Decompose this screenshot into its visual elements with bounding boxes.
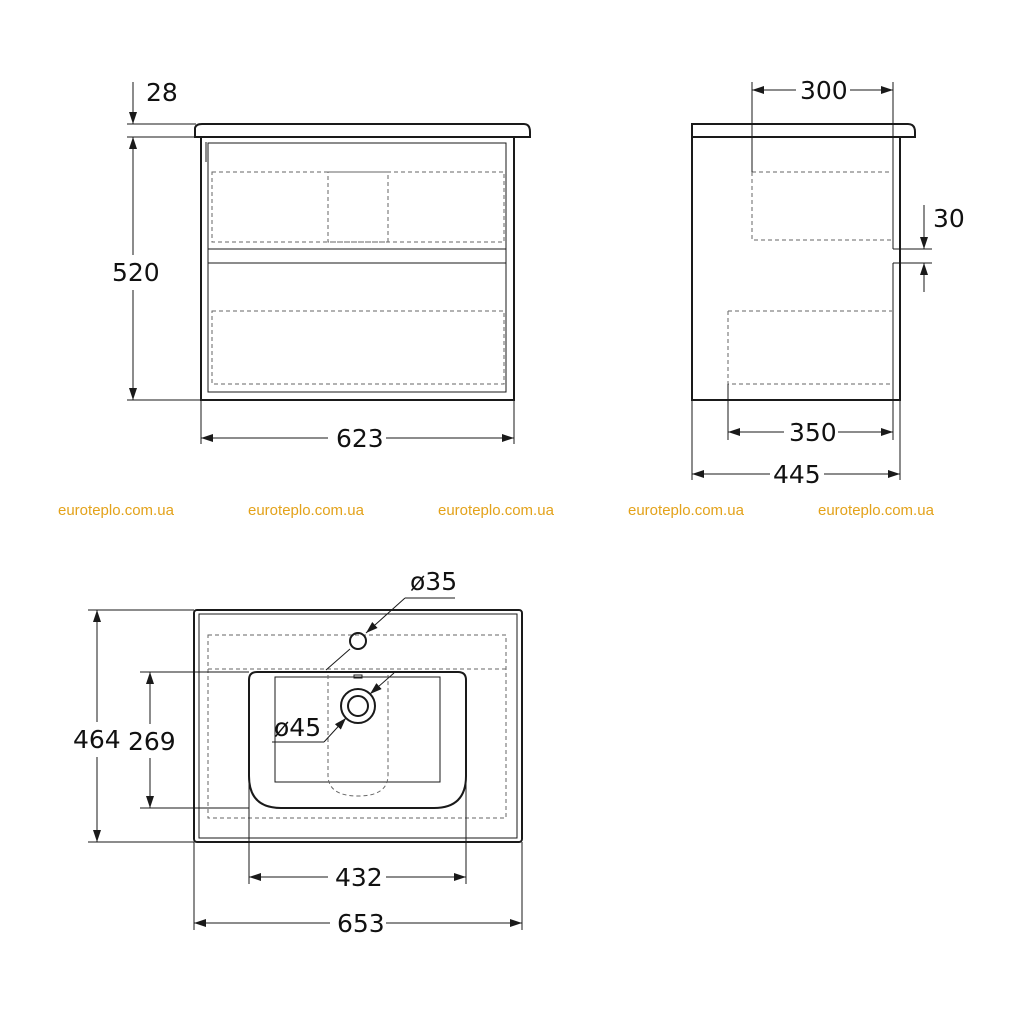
front-cabinet-body [201,137,514,400]
watermark-row [58,502,935,519]
dim-28-label: 28 [146,78,178,107]
top-view [73,567,522,938]
dim-445-label: 445 [773,460,821,489]
top-cabinet-hidden [208,635,506,818]
side-lower-drawer-hidden [728,311,892,384]
top-drain-inner [348,696,368,716]
dim-432-label: 432 [335,863,383,892]
watermark-5: euroteplo.com.ua [818,502,934,519]
front-view [112,78,530,453]
dim-30-label: 30 [933,204,965,233]
front-siphon-cutout-hidden [328,172,388,242]
top-siphon-hidden [328,675,388,796]
side-upper-drawer-hidden [752,172,892,240]
watermark-2: euroteplo.com.ua [248,502,364,519]
side-countertop [692,124,915,137]
dim-drain-leader-bottom [324,718,346,742]
top-countertop-inner [199,614,517,838]
front-lower-drawer-hidden [212,311,504,384]
front-upper-drawer-hidden [212,172,504,242]
front-countertop [195,124,530,137]
top-drain-outer [341,689,375,723]
dim-drain-leader-top [370,673,394,694]
watermark-4: euroteplo.com.ua [628,502,744,519]
watermark-3: euroteplo.com.ua [438,502,554,519]
dim-tap-leader [366,598,405,633]
dim-tap-label: ø35 [410,567,458,596]
dim-269-label: 269 [128,727,176,756]
watermark-1: euroteplo.com.ua [58,502,174,519]
dim-520-label: 520 [112,258,160,287]
dim-653-label: 653 [337,909,385,938]
dim-464-label: 464 [73,725,121,754]
dim-350-label: 350 [789,418,837,447]
front-drawer-divider [208,249,506,263]
dim-tap-leader-tail [326,649,350,670]
dim-300-label: 300 [800,76,848,105]
dim-drain-label: ø45 [274,713,322,742]
front-cabinet-inner [208,143,506,392]
dim-623-label: 623 [336,424,384,453]
side-view [692,76,965,489]
side-cabinet-body [692,137,900,400]
